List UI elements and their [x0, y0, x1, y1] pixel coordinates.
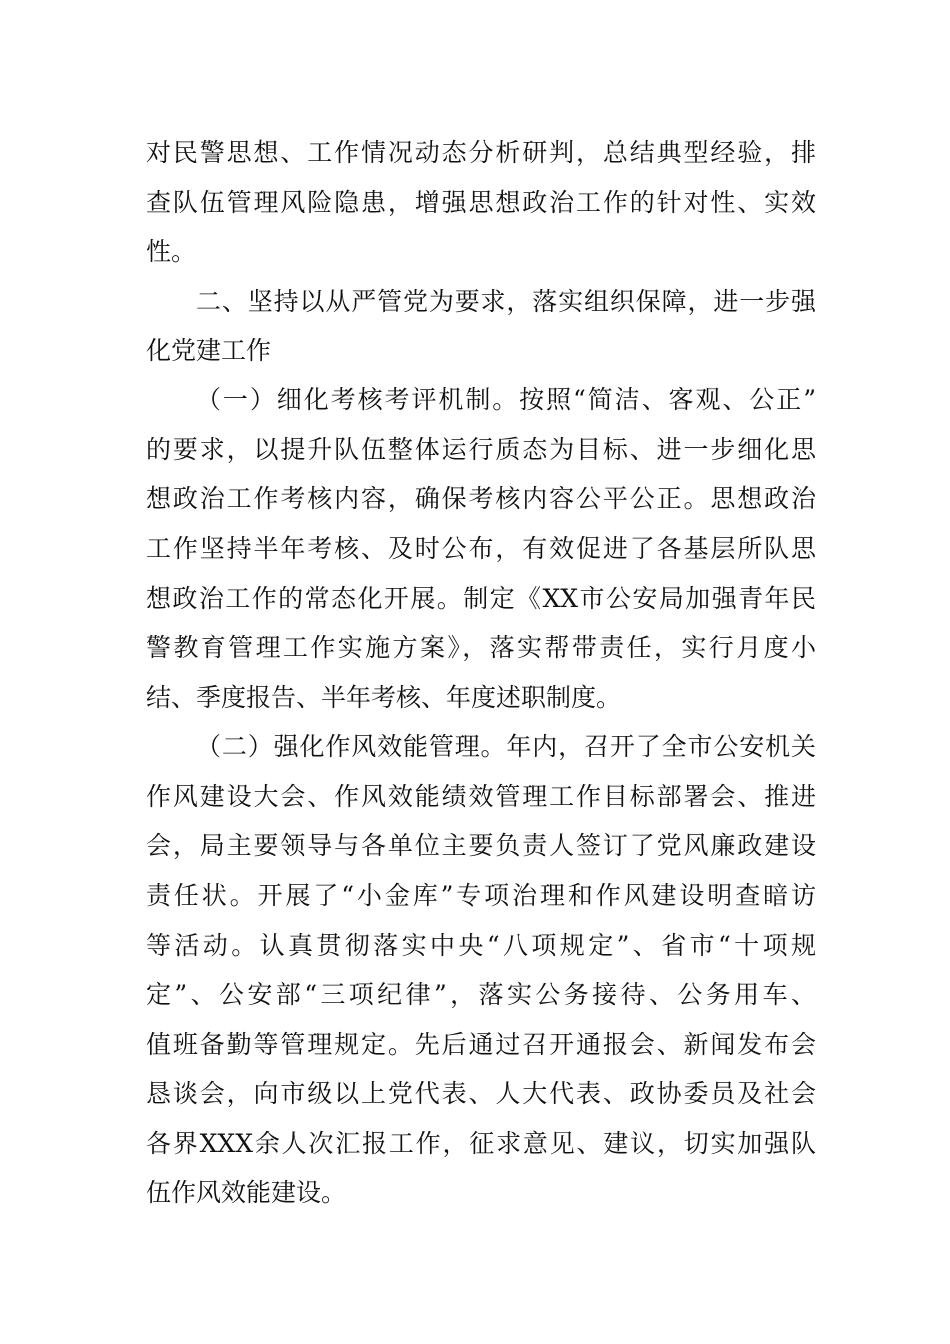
paragraph-line: （一）细化考核考评机制。按照“简洁、客观、公正”	[196, 385, 816, 414]
paragraph-line: 会，局主要领导与各单位主要负责人签订了党风廉政建设	[146, 831, 816, 860]
paragraph-line: 作风建设大会、作风效能绩效管理工作目标部署会、推进	[146, 782, 816, 811]
paragraph-line: 工作坚持半年考核、及时公布，有效促进了各基层所队思	[146, 534, 816, 563]
paragraph-line: 结、季度报告、半年考核、年度述职制度。	[146, 683, 622, 712]
paragraph-line: 想政治工作考核内容，确保考核内容公平公正。思想政治	[146, 484, 816, 513]
paragraph-line: 定”、公安部“三项纪律”，落实公务接待、公务用车、	[146, 980, 816, 1009]
paragraph-line: 查队伍管理风险隐患，增强思想政治工作的针对性、实效	[146, 188, 816, 217]
paragraph-line: 各界XXX余人次汇报工作，征求意见、建议，切实加强队	[146, 1129, 816, 1158]
paragraph-line: （二）强化作风效能管理。年内，召开了全市公安机关	[196, 732, 816, 761]
paragraph-line: 责任状。开展了“小金库”专项治理和作风建设明查暗访	[146, 881, 816, 910]
paragraph-line: 等活动。认真贯彻落实中央“八项规定”、省市“十项规	[146, 931, 816, 960]
paragraph-line: 恳谈会，向市级以上党代表、人大代表、政协委员及社会	[146, 1079, 816, 1108]
section-heading-line: 二、坚持以从严管党为要求，落实组织保障，进一步强	[196, 287, 816, 316]
paragraph-line: 对民警思想、工作情况动态分析研判，总结典型经验，排	[146, 138, 816, 167]
paragraph-line: 想政治工作的常态化开展。制定《XX市公安局加强青年民	[146, 584, 816, 613]
paragraph-line: 性。	[146, 237, 197, 266]
paragraph-line: 伍作风效能建设。	[146, 1178, 347, 1207]
paragraph-line: 警教育管理工作实施方案》，落实帮带责任，实行月度小	[146, 633, 816, 662]
section-heading-line: 化党建工作	[146, 336, 272, 365]
paragraph-line: 值班备勤等管理规定。先后通过召开通报会、新闻发布会	[146, 1030, 816, 1059]
paragraph-line: 的要求，以提升队伍整体运行质态为目标、进一步细化思	[146, 435, 816, 464]
